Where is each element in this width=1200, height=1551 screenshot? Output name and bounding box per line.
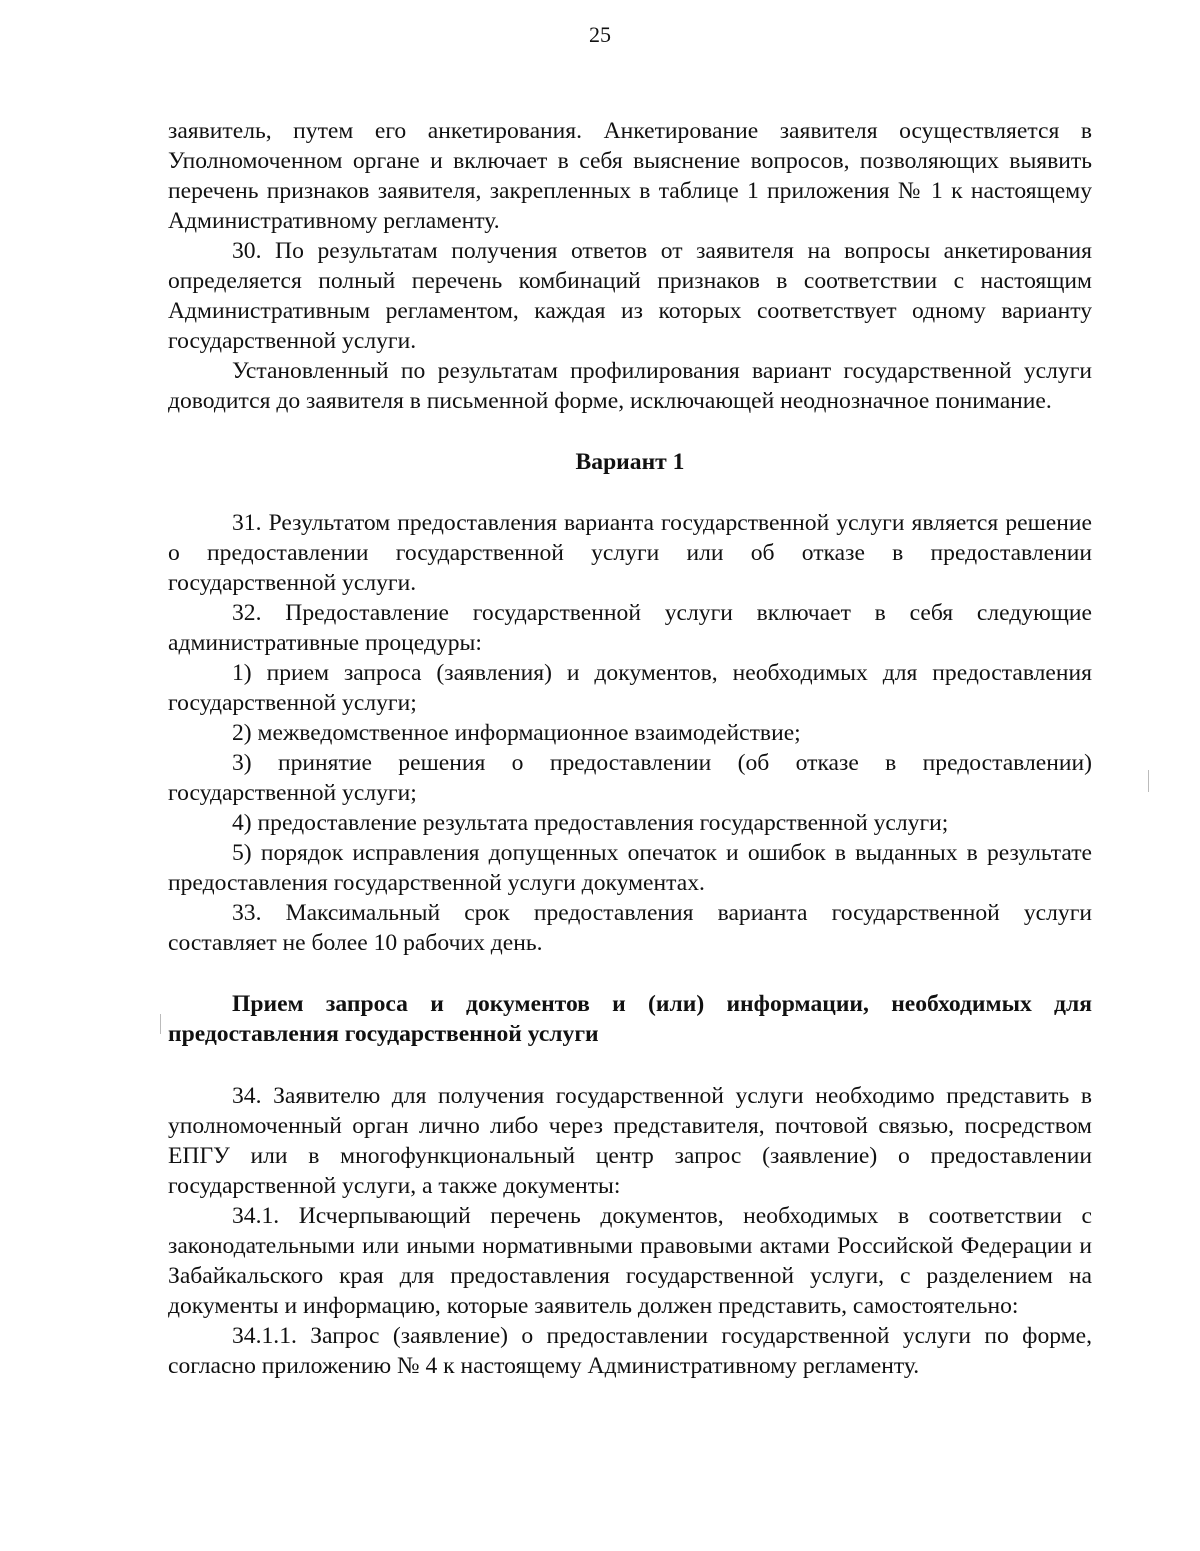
list-item-5: 5) порядок исправления допущенных опечаток и ошибок в выданных в результате предоставления государственной услуги документах. xyxy=(168,840,1092,896)
document-body xyxy=(168,116,1092,1381)
scan-artifact-mark xyxy=(160,1014,161,1034)
paragraph-30: 30. По результатам получения ответов от заявителя на вопросы анкетирования определяется полный перечень комбинаций признаков в соответствии с настоящим Административным регламентом, каждая из которых соответствует одному варианту государственной услуги. xyxy=(168,238,1092,354)
paragraph-32: 32. Предоставление государственной услуги включает в себя следующие административные процедуры: xyxy=(168,600,1092,656)
paragraph-33: 33. Максимальный срок предоставления варианта государственной услуги составляет не более 10 рабочих день. xyxy=(168,900,1092,956)
list-item-3: 3) принятие решения о предоставлении (об отказе в предоставлении) государственной услуги; xyxy=(168,750,1092,806)
scan-artifact-mark xyxy=(1148,770,1149,792)
heading-variant-1: Вариант 1 xyxy=(575,449,685,475)
heading-reception: Прием запроса и документов и (или) информации, необходимых для предоставления государственной услуги xyxy=(168,991,1092,1047)
page-number: 25 xyxy=(589,22,611,47)
paragraph-34-1: 34.1. Исчерпывающий перечень документов, необходимых в соответствии с законодательными или иными нормативными правовыми актами Российской Федерации и Забайкальского края для предоставления государственной услуги, с разделением на документы и информацию, которые заявитель должен представить, самостоятельно: xyxy=(168,1203,1092,1319)
paragraph-intro-continuation: заявитель, путем его анкетирования. Анкетирование заявителя осуществляется в Уполномоченном органе и включает в себя выяснение вопросов, позволяющих выявить перечень признаков заявителя, закрепленных в таблице 1 приложения № 1 к настоящему Административному регламенту. xyxy=(168,118,1092,234)
list-item-1: 1) прием запроса (заявления) и документов, необходимых для предоставления государственной услуги; xyxy=(168,660,1092,716)
paragraph-profiling-result: Установленный по результатам профилирования вариант государственной услуги доводится до заявителя в письменной форме, исключающей неоднозначное понимание. xyxy=(168,358,1092,414)
paragraph-34: 34. Заявителю для получения государственной услуги необходимо представить в уполномоченный орган лично либо через представителя, почтовой связью, посредством ЕПГУ или в многофункциональный центр запрос (заявление) о предоставлении государственной услуги, а также документы: xyxy=(168,1083,1092,1199)
list-item-4: 4) предоставление результата предоставления государственной услуги; xyxy=(232,810,949,836)
list-item-2: 2) межведомственное информационное взаимодействие; xyxy=(232,720,801,746)
paragraph-31: 31. Результатом предоставления варианта государственной услуги является решение о предоставлении государственной услуги или об отказе в предоставлении государственной услуги. xyxy=(168,510,1092,596)
paragraph-34-1-1: 34.1.1. Запрос (заявление) о предоставлении государственной услуги по форме, согласно приложению № 4 к настоящему Административному регламенту. xyxy=(168,1323,1092,1379)
